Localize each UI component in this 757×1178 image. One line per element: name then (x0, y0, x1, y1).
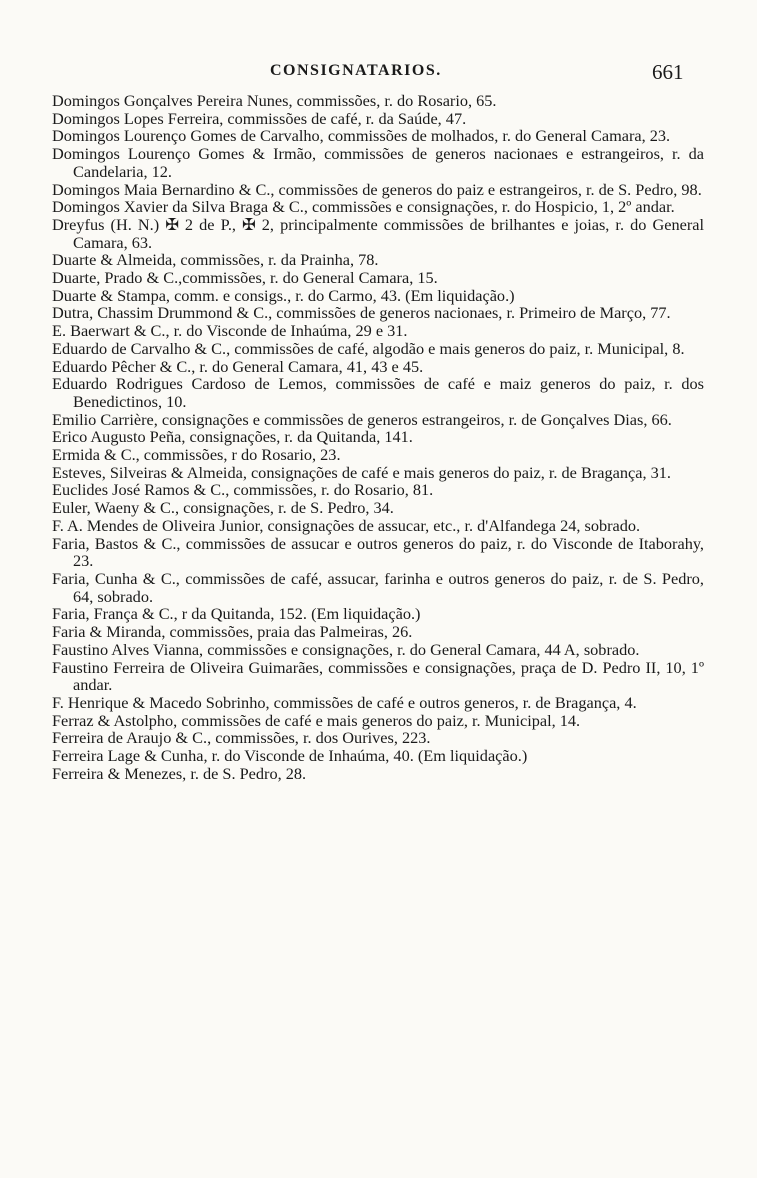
directory-entry: Emilio Carrière, consignações e commissões de generos estrangeiros, r. de Gonçalves Dias, 66. (52, 409, 672, 429)
directory-entry: Domingos Lourenço Gomes de Carvalho, commissões de molhados, r. do General Camara, 23. (52, 126, 671, 146)
directory-entry: Euclides José Ramos & C., commissões, r. do Rosario, 81. (52, 480, 434, 500)
directory-entry: Ferreira & Menezes, r. de S. Pedro, 28. (52, 763, 307, 783)
directory-entry: Ferraz & Astolpho, commissões de café e mais generos do paiz, r. Municipal, 14. (52, 710, 581, 730)
directory-entry: Faria, Bastos & C., commissões de assucar e outros generos do paiz, r. do Visconde de Itaborahy, 23. (52, 533, 704, 571)
directory-entry: Euler, Waeny & C., consignações, r. de S. Pedro, 34. (52, 498, 394, 518)
directory-entry: F. Henrique & Macedo Sobrinho, commissões de café e outros generos, r. de Bragança, 4. (52, 692, 637, 712)
directory-entry: Duarte & Almeida, commissões, r. da Prainha, 78. (52, 250, 379, 270)
directory-entry: Ermida & C., commissões, r do Rosario, 23. (52, 445, 341, 465)
directory-entry: Faustino Ferreira de Oliveira Guimarães, commissões e consignações, praça de D. Pedro II, 10, 1º andar. (52, 657, 704, 695)
page-number: 661 (652, 60, 684, 84)
directory-entry: Duarte & Stampa, comm. e consigs., r. do Carmo, 43. (Em liquidação.) (52, 285, 515, 305)
directory-entries (52, 92, 704, 782)
directory-entry: Eduardo de Carvalho & C., commissões de café, algodão e mais generos do paiz, r. Municipal, 8. (52, 338, 685, 358)
directory-entry: Duarte, Prado & C.,commissões, r. do General Camara, 15. (52, 268, 438, 288)
directory-entry: Domingos Lopes Ferreira, commissões de café, r. da Saúde, 47. (52, 108, 467, 128)
directory-entry: Eduardo Rodrigues Cardoso de Lemos, commissões de café e maiz generos do paiz, r. dos Benedictinos, 10. (52, 374, 704, 411)
directory-entry: Erico Augusto Peña, consignações, r. da Quitanda, 141. (52, 427, 413, 447)
page-header (0, 62, 757, 86)
directory-entry: Domingos Lourenço Gomes & Irmão, commissões de generos nacionaes e estrangeiros, r. da Candelaria, 12. (52, 144, 704, 181)
directory-entry: Faria, Cunha & C., commissões de café, assucar, farinha e outros generos do paiz, r. de S. Pedro, 64, sobrado. (52, 568, 704, 606)
directory-entry: Faria, França & C., r da Quitanda, 152. (Em liquidação.) (52, 604, 421, 624)
directory-entry: Faustino Alves Vianna, commissões e consignações, r. do General Camara, 44 A, sobrado. (52, 639, 640, 659)
directory-entry: Domingos Gonçalves Pereira Nunes, commissões, r. do Rosario, 65. (52, 91, 497, 110)
directory-entry: Esteves, Silveiras & Almeida, consignações de café e mais generos do paiz, r. de Bragança, 31. (52, 462, 671, 482)
directory-entry: Domingos Xavier da Silva Braga & C., commissões e consignações, r. do Hospicio, 1, 2º andar. (52, 197, 675, 217)
directory-entry: F. A. Mendes de Oliveira Junior, consignações de assucar, etc., r. d'Alfandega 24, sobrado. (52, 515, 641, 535)
directory-entry: Ferreira Lage & Cunha, r. do Visconde de Inhaúma, 40. (Em liquidação.) (52, 746, 528, 766)
section-title: CONSIGNATARIOS. (270, 62, 442, 79)
directory-entry: E. Baerwart & C., r. do Visconde de Inhaúma, 29 e 31. (52, 321, 408, 341)
directory-entry: Domingos Maia Bernardino & C., commissões de generos do paiz e estrangeiros, r. de S. Pedro, 98. (52, 179, 702, 199)
directory-entry: Dutra, Chassim Drummond & C., commissões de generos nacionaes, r. Primeiro de Março, 77. (52, 303, 671, 323)
directory-entry: Ferreira de Araujo & C., commissões, r. dos Ourives, 223. (52, 728, 431, 748)
directory-entry: Faria & Miranda, commissões, praia das Palmeiras, 26. (52, 622, 413, 642)
directory-entry: Dreyfus (H. N.) ✠ 2 de P., ✠ 2, principalmente commissões de brilhantes e joias, r. do General Camara, 63. (52, 214, 704, 252)
directory-entry: Eduardo Pêcher & C., r. do General Camara, 41, 43 e 45. (52, 356, 424, 376)
